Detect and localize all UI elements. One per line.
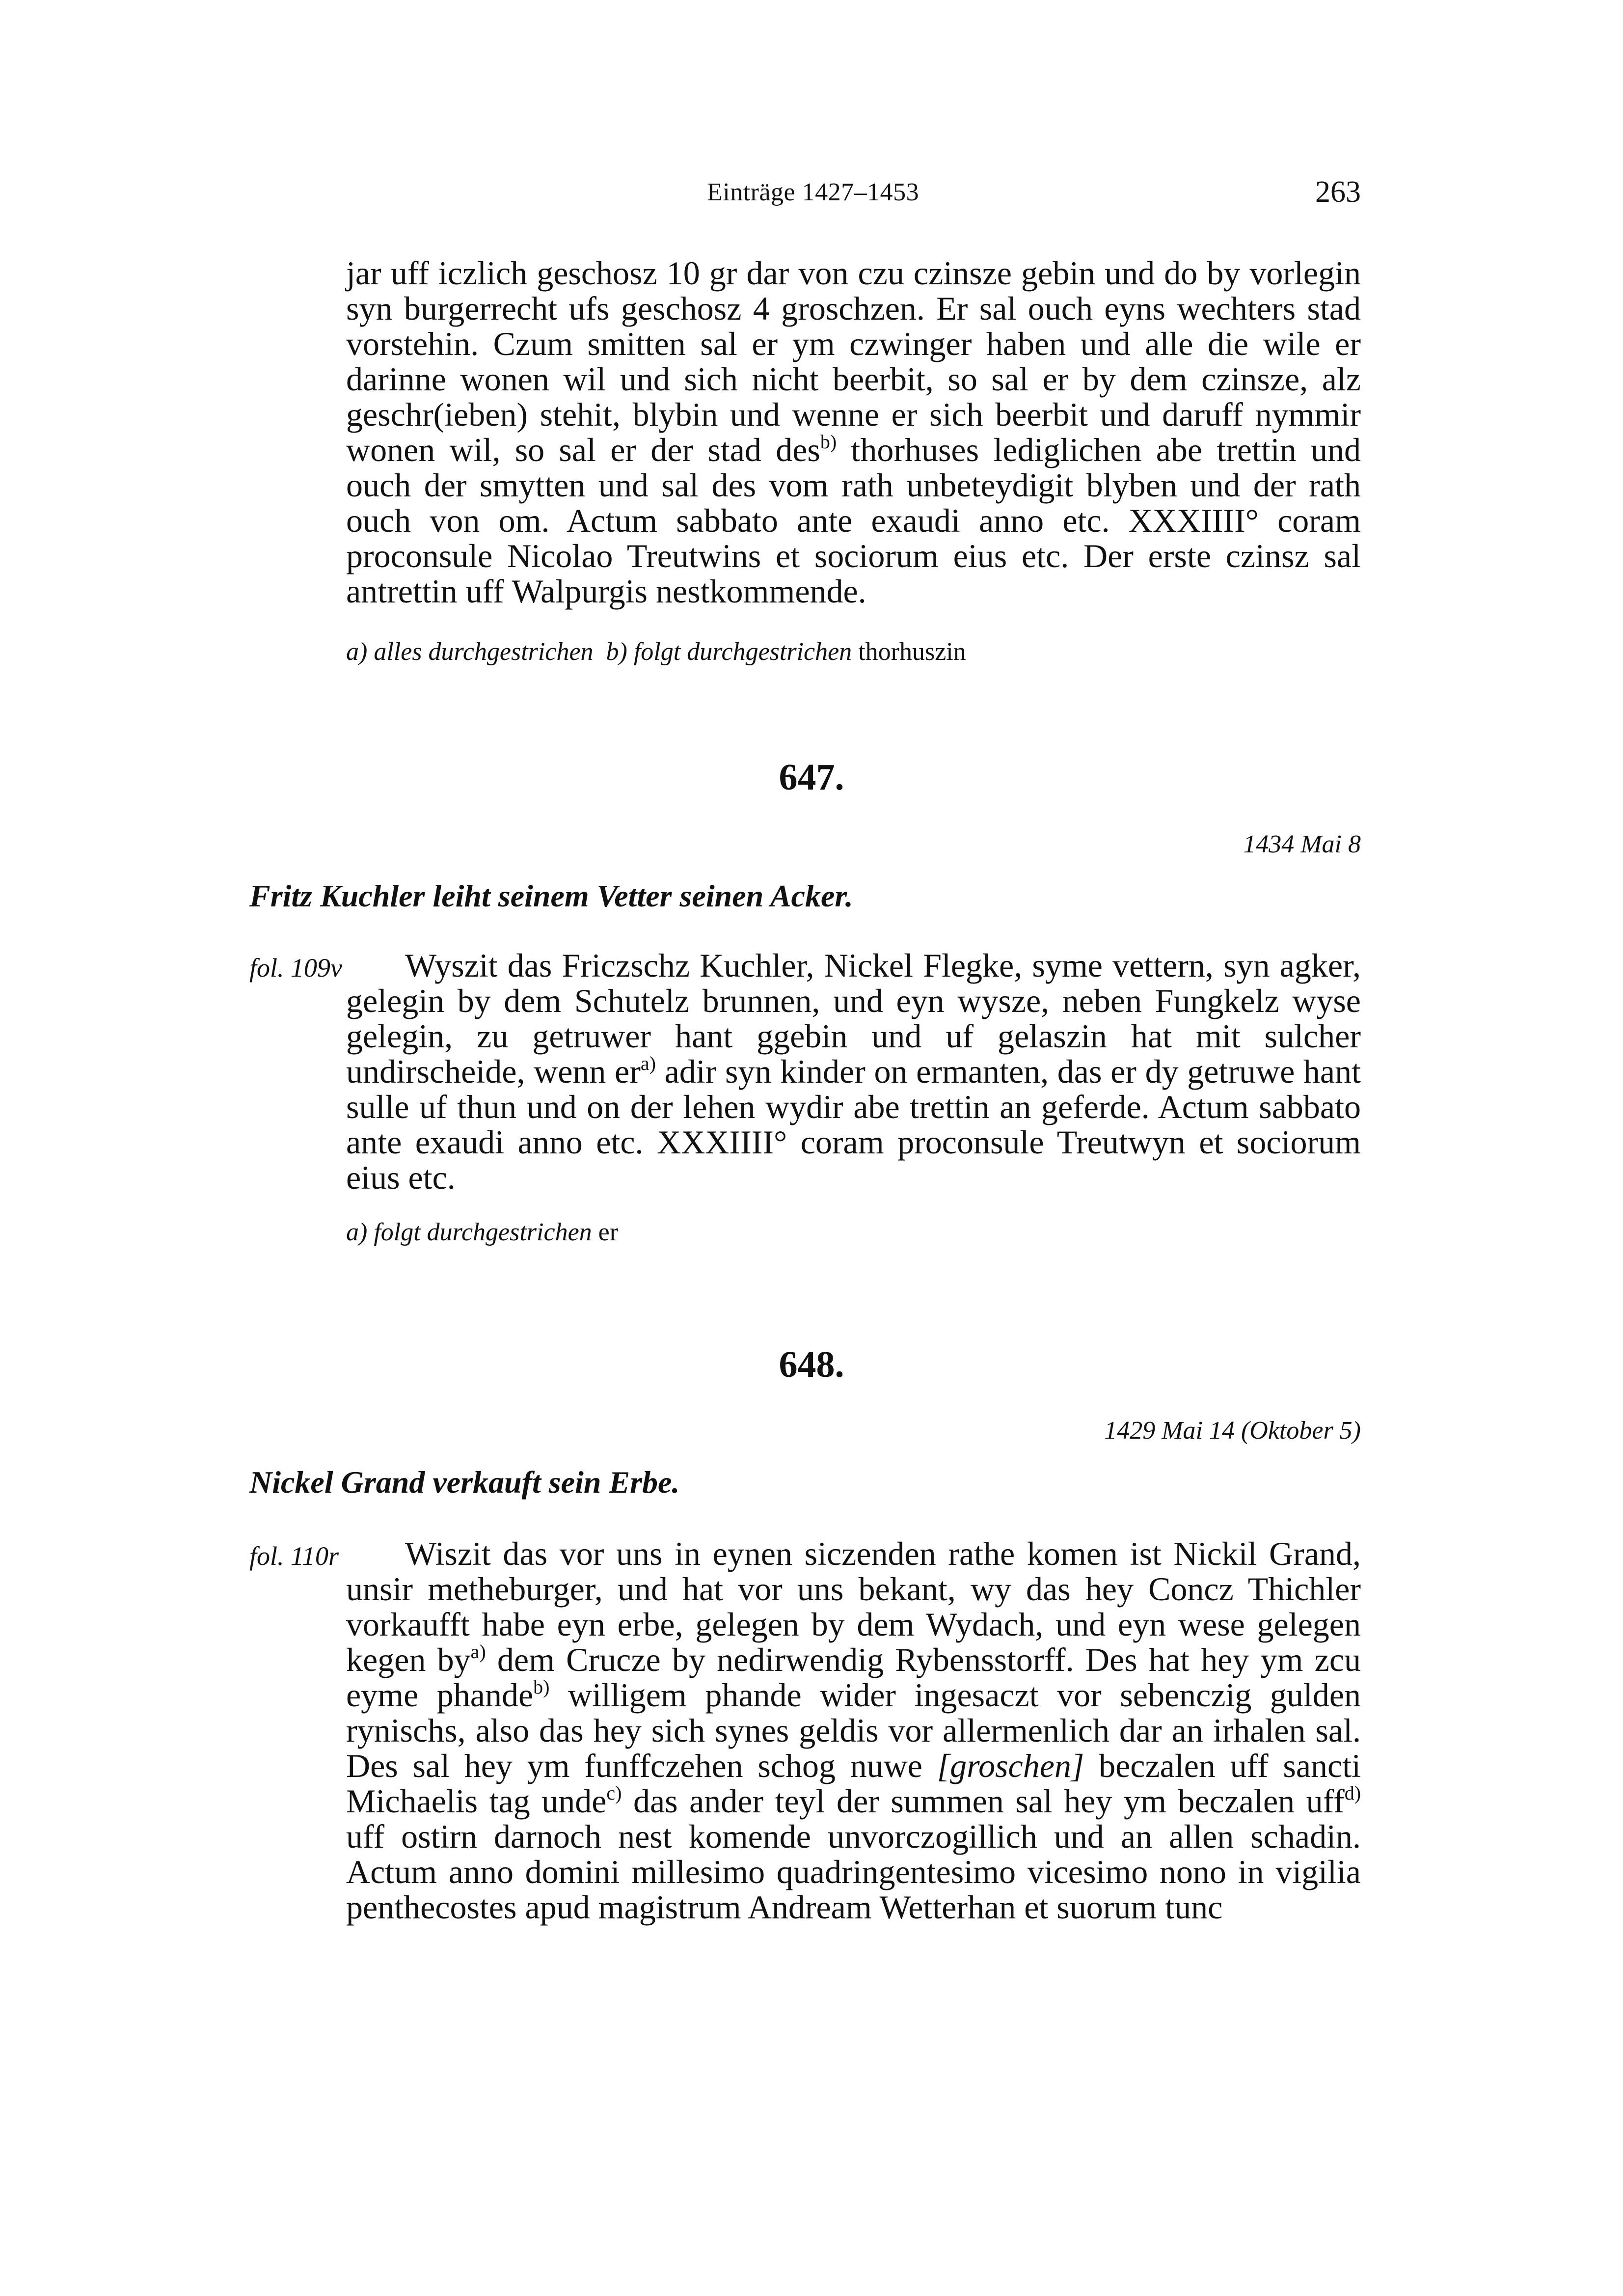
entry-text-648-part-2: dem Crucze by nedirwendig Rybensstorff. Des hat hey ym zcu eyme phande [346,1641,1361,1714]
entry-date-648: 1429 Mai 14 (Oktober 5) [1104,1417,1361,1445]
entry-number-647: 647. [779,757,844,798]
entry-title-648: Nickel Grand verkauft sein Erbe. [249,1465,680,1500]
folio-648: fol. 110r [249,1541,339,1571]
entry-text-648 [346,1536,1361,1925]
footnote-marker-b: b) [820,431,837,453]
entry-date-647: 1434 Mai 8 [1243,830,1361,858]
entry-text-648-part-6: uff ostirn darnoch nest komende unvorczogillich und an allen schadin. Actum anno domini millesimo quadringentesimo vicesimo nono in vigilia penthecostes apud magistrum Andream Wetterhan et suorum tunc [346,1818,1361,1926]
running-head: Einträge 1427–1453 [707,178,920,206]
entry-text-648-part-4: beczalen uff sancti Michaelis tag unde [346,1747,1361,1820]
apparatus-continuation [346,637,966,667]
continuation-text-part-1: jar uff iczlich geschosz 10 gr dar von czu czinsze gebin und do by vorlegin syn burgerrecht ufs geschosz 4 groschzen. Er sal ouch eyns wechters stad vorstehin. Czum smitten sal er ym czwinger haben und alle die wile er darinne wonen wil und sich nicht beerbit, so sal er by dem czinsze, alz geschr(ieben) stehit, blybin und wenne er sich beerbit und daruff nymmir wonen wil, so sal er der stad des [346,254,1361,468]
continuation-text [346,255,1361,609]
editorial-bracket: [groschen] [937,1747,1084,1784]
apparatus-647-note-a: a) folgt durchgestrichen [346,1218,592,1246]
apparatus-647-note-a-word: er [598,1218,619,1246]
apparatus-note-b-word: thorhuszin [858,638,966,666]
entry-text-648-part-3: willigem phande wider ingesaczt vor sebenczig gulden rynischs, also das hey sich synes geldis vor allermenlich dar an irhalen sal. Des sal hey ym funffczehen schog nuwe [346,1676,1361,1784]
apparatus-note-a: a) alles durchgestrichen [346,638,594,666]
entry-text-647 [346,948,1361,1195]
footnote-marker-d: d) [1344,1782,1361,1804]
page-number: 263 [1315,175,1361,209]
folio-647: fol. 109v [249,953,342,983]
entry-text-648-part-1: Wiszit das vor uns in eynen siczenden rathe komen ist Nickil Grand, unsir metheburger, und hat vor uns bekant, wy das hey Concz Thichler vorkaufft habe eyn erbe, gelegen by dem Wydach, und eyn wese gelegen kegen by [346,1535,1361,1678]
entry-text-647-part-1: Wyszit das Friczschz Kuchler, Nickel Flegke, syme vettern, syn agker, gelegin by dem Schutelz brunnen, und eyn wysze, neben Fungkelz wyse gelegin, zu getruwer hant ggebin und uf gelaszin hat mit sulcher undirscheide, wenn er [346,947,1361,1090]
footnote-marker-a: a) [640,1052,656,1074]
continuation-text-part-2: thorhuses lediglichen abe trettin und ouch der smytten und sal des vom rath unbeteydigit blyben und der rath ouch von om. Actum sabbato ante exaudi anno etc. XXXIIII° coram proconsule Nicolao Treutwins et sociorum eius etc. Der erste czinsz sal antrettin uff Walpurgis nestkommende. [346,431,1361,610]
entry-text-648-part-5: das ander teyl der summen sal hey ym beczalen uff [622,1782,1345,1820]
entry-number-648: 648. [779,1344,844,1385]
footnote-marker-c: c) [606,1782,622,1804]
footnote-marker-a: a) [470,1640,486,1663]
entry-title-647: Fritz Kuchler leiht seinem Vetter seinen Acker. [249,878,853,913]
apparatus-note-b: b) folgt durchgestrichen [606,638,852,666]
footnote-marker-b: b) [533,1676,550,1698]
entry-text-647-part-2: adir syn kinder on ermanten, das er dy getruwe hant sulle uf thun und on der lehen wydir abe trettin an geferde. Actum sabbato ante exaudi anno etc. XXXIIII° coram proconsule Treutwyn et sociorum eius etc. [346,1053,1361,1196]
apparatus-647 [346,1218,618,1247]
